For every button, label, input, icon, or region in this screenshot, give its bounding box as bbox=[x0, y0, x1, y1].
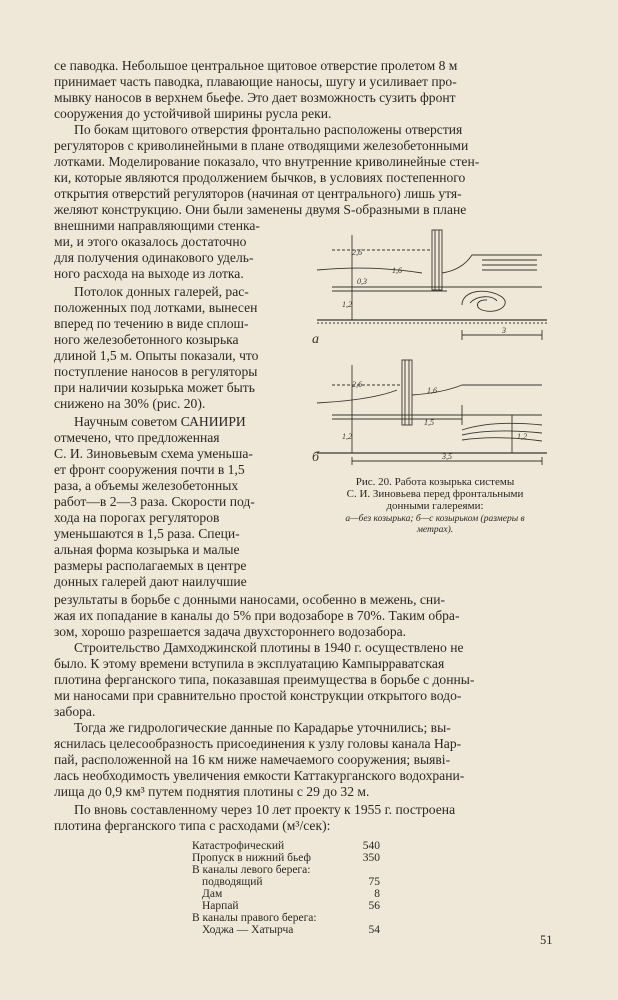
table-row bbox=[192, 900, 392, 912]
row-label: Пропуск в нижний бьеф bbox=[192, 852, 311, 864]
row-value: 54 bbox=[368, 924, 380, 936]
text-line: ного железобетонного козырька bbox=[54, 332, 239, 347]
text-line: пай, расположенной на 16 км ниже намечаемого сооружения; выявi- bbox=[54, 752, 451, 767]
text-line: ми наносами при сравнительно простой конструкции открытого водо- bbox=[54, 688, 462, 703]
row-value: 56 bbox=[368, 900, 380, 912]
diagram-b-label: б bbox=[312, 450, 320, 465]
text-line: плотина ферганского типа с расходами (м³/сек): bbox=[54, 818, 331, 833]
figure-20-diagram bbox=[312, 225, 552, 465]
text-line: яснилась целесообразность присоединения к узлу головы канала Нар- bbox=[54, 736, 462, 751]
text-line: По бокам щитового отверстия фронтально расположены отверстия bbox=[74, 122, 463, 137]
text-line: размеры располагаемых в центре bbox=[54, 558, 247, 573]
text-line: ки, которые являются продолжением бычков, в условиях постепенного bbox=[54, 170, 466, 185]
text-line: работ—в 2—3 раза. Скорости под- bbox=[54, 494, 255, 509]
table-row bbox=[192, 888, 392, 900]
table-row bbox=[192, 876, 392, 888]
dim-label: 2,6 bbox=[352, 248, 362, 257]
text-line: для получения одинакового удель- bbox=[54, 250, 254, 265]
table-row bbox=[192, 840, 392, 852]
text-line: забора. bbox=[54, 704, 96, 719]
text-line: внешними направляющими стенка- bbox=[54, 218, 260, 233]
text-line: было. К этому времени вступила в эксплуатацию Кампырраватская bbox=[54, 656, 445, 671]
text-line: ет фронт сооружения почти в 1,5 bbox=[54, 462, 245, 477]
page-number: 51 bbox=[540, 933, 553, 947]
text-line: принимает часть паводка, плавающие наносы, шугу и усиливает про- bbox=[54, 74, 457, 89]
text-line: лотками. Моделирование показало, что внутренние криволинейные стен- bbox=[54, 154, 480, 169]
text-line: уменьшаются в 1,5 раза. Специ- bbox=[54, 526, 240, 541]
diagram-a-label: а bbox=[312, 332, 319, 347]
text-line: вперед по течению в виде сплош- bbox=[54, 316, 249, 331]
table-row bbox=[192, 912, 392, 924]
text-line: Потолок донных галерей, рас- bbox=[74, 284, 249, 299]
text-line: положенных под лотками, вынесен bbox=[54, 300, 258, 315]
figure-caption-note: метрах). bbox=[416, 525, 454, 535]
text-line: длиной 1,5 м. Опыты показали, что bbox=[54, 348, 259, 363]
text-line: Тогда же гидрологические данные по Карадарье уточнились; вы- bbox=[74, 720, 451, 735]
text-line: Научным советом САНИИРИ bbox=[74, 414, 246, 429]
dim-label: 1,6 bbox=[427, 386, 437, 395]
row-label: подводящий bbox=[202, 876, 263, 888]
text-line: жая их попадание в каналы до 5% при водозаборе в 70%. Таким обра- bbox=[54, 608, 460, 623]
text-line: желяют конструкцию. Они были заменены двумя S-образными в плане bbox=[54, 202, 467, 217]
row-value: 540 bbox=[362, 840, 380, 852]
figure-caption: донными галереями: bbox=[386, 500, 484, 512]
figure-caption: Рис. 20. Работа козырька системы bbox=[355, 476, 515, 488]
row-label: В каналы правого берега: bbox=[192, 912, 317, 924]
text-line: донных галерей дают наилучшие bbox=[54, 574, 247, 589]
text-line: результаты в борьбе с донными наносами, особенно в межень, сни- bbox=[54, 592, 445, 607]
text-line: хода на порогах регуляторов bbox=[54, 510, 220, 525]
row-value: 75 bbox=[368, 876, 380, 888]
dim-label: 1,5 bbox=[424, 418, 434, 427]
dim-label: 1,6 bbox=[392, 266, 402, 275]
figure-caption: С. И. Зиновьева перед фронтальными bbox=[346, 488, 524, 500]
dim-label: 1,2 bbox=[342, 432, 352, 441]
text-line: По вновь составленному через 10 лет проекту к 1955 г. построена bbox=[74, 802, 456, 817]
text-line: сооружения до устойчивой ширины русла реки. bbox=[54, 106, 332, 121]
row-label: В каналы левого берега: bbox=[192, 864, 311, 876]
row-label: Катастрофический bbox=[192, 840, 285, 852]
text-line: при наличии козырька может быть bbox=[54, 380, 255, 395]
text-line: отмечено, что предложенная bbox=[54, 430, 220, 445]
text-line: Строительство Дамходжинской плотины в 1940 г. осуществлено не bbox=[74, 640, 464, 655]
dim-label: 0,3 bbox=[357, 277, 367, 286]
text-line: регуляторов с криволинейными в плане отводящими железобетонными bbox=[54, 138, 469, 153]
table-row bbox=[192, 852, 392, 864]
row-label: Ходжа — Хатырча bbox=[202, 924, 294, 936]
text-line: альная форма козырька и малые bbox=[54, 542, 240, 557]
dim-label: 3 bbox=[502, 326, 506, 335]
dim-label: 1,2 bbox=[517, 432, 527, 441]
text-line: мывку наносов в верхнем бьефе. Это дает возможность сузить фронт bbox=[54, 90, 456, 105]
discharge-table bbox=[192, 840, 392, 936]
row-label: Дам bbox=[202, 888, 223, 900]
row-label: Нарпай bbox=[202, 900, 239, 912]
text-line: лась необходимость увеличения емкости Каттакурганского водохрани- bbox=[54, 768, 465, 783]
dim-label: 1,2 bbox=[342, 300, 352, 309]
text-line: плотина ферганского типа, показавшая преимущества в борьбе с донны- bbox=[54, 672, 475, 687]
table-row bbox=[192, 864, 392, 876]
text-line: лища до 0,9 км³ путем поднятия плотины с 29 до 32 м. bbox=[54, 784, 370, 799]
text-line: се паводка. Небольшое центральное щитовое отверстие пролетом 8 м bbox=[54, 58, 458, 73]
figure-caption-note: а—без козырька; б—с козырьком (размеры в bbox=[345, 514, 525, 524]
text-line: открытия отверстий регуляторов (начиная от центрального) лишь утя- bbox=[54, 186, 462, 201]
table-row bbox=[192, 924, 392, 936]
text-line: зом, хорошо разрешается задача двухстороннего водозабора. bbox=[54, 624, 407, 639]
text-line: поступление наносов в регуляторы bbox=[54, 364, 258, 379]
dim-label: 2,6 bbox=[352, 380, 362, 389]
text-line: ного расхода на выходе из лотка. bbox=[54, 266, 244, 281]
text-line: ми, и этого оказалось достаточно bbox=[54, 234, 247, 249]
dim-label: 3,5 bbox=[442, 452, 452, 461]
text-line: снижено на 30% (рис. 20). bbox=[54, 396, 206, 411]
text-line: С. И. Зиновьевым схема уменьша- bbox=[54, 446, 253, 461]
text-line: раза, а объемы железобетонных bbox=[54, 478, 239, 493]
row-value: 8 bbox=[374, 888, 380, 900]
row-value: 350 bbox=[362, 852, 380, 864]
